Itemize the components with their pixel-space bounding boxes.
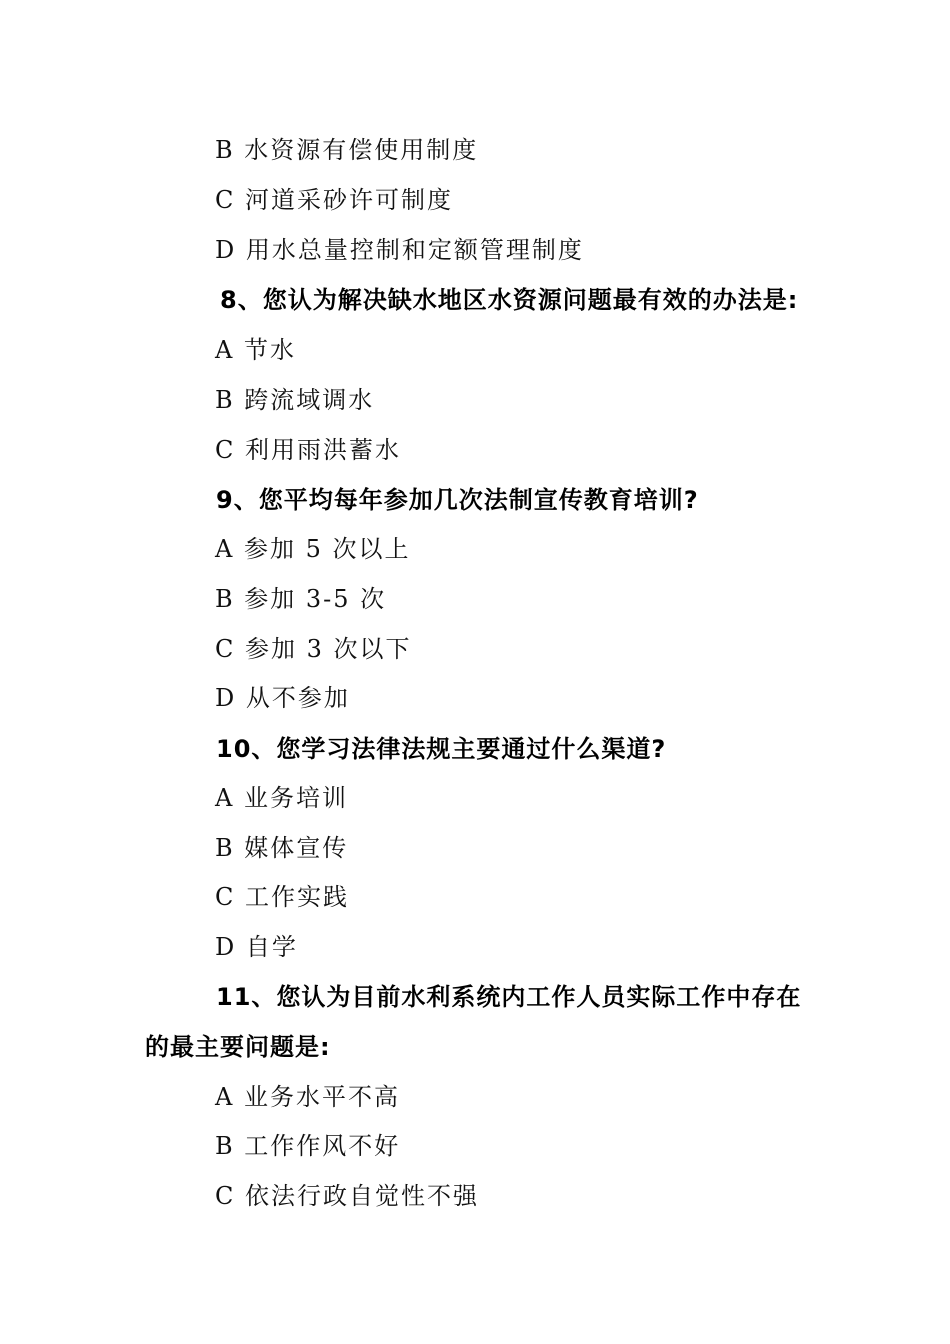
- question-10-title: 10、您学习法律法规主要通过什么渠道?: [216, 735, 667, 763]
- question-8-title: 8、您认为解决缺水地区水资源问题最有效的办法是:: [220, 286, 799, 314]
- question-8-option-c: C 利用雨洪蓄水: [215, 436, 401, 464]
- question-8-option-b: B 跨流域调水: [215, 386, 375, 414]
- question-8-option-a: A 节水: [215, 336, 296, 364]
- question-11-option-c: C 依法行政自觉性不强: [215, 1182, 479, 1210]
- question-11-option-b: B 工作作风不好: [215, 1132, 401, 1160]
- question-9-option-b: B 参加 3-5 次: [215, 585, 387, 613]
- question-10-option-b: B 媒体宣传: [215, 834, 349, 862]
- question-10-option-a: A 业务培训: [215, 784, 348, 812]
- question-9-option-a: A 参加 5 次以上: [215, 535, 411, 563]
- question-9-option-d: D 从不参加: [215, 684, 350, 712]
- question-11-title-line-2: 的最主要问题是:: [145, 1033, 331, 1061]
- question-11-option-a: A 业务水平不高: [215, 1083, 400, 1111]
- option-d: D 用水总量控制和定额管理制度: [215, 236, 584, 264]
- question-10-option-d: D 自学: [215, 933, 298, 961]
- question-9-title: 9、您平均每年参加几次法制宣传教育培训?: [216, 486, 699, 514]
- question-11-title-line-1: 11、您认为目前水利系统内工作人员实际工作中存在: [216, 983, 802, 1011]
- question-9-option-c: C 参加 3 次以下: [215, 635, 412, 663]
- option-b: B 水资源有偿使用制度: [215, 136, 479, 164]
- option-c: C 河道采砂许可制度: [215, 186, 453, 214]
- question-10-option-c: C 工作实践: [215, 883, 349, 911]
